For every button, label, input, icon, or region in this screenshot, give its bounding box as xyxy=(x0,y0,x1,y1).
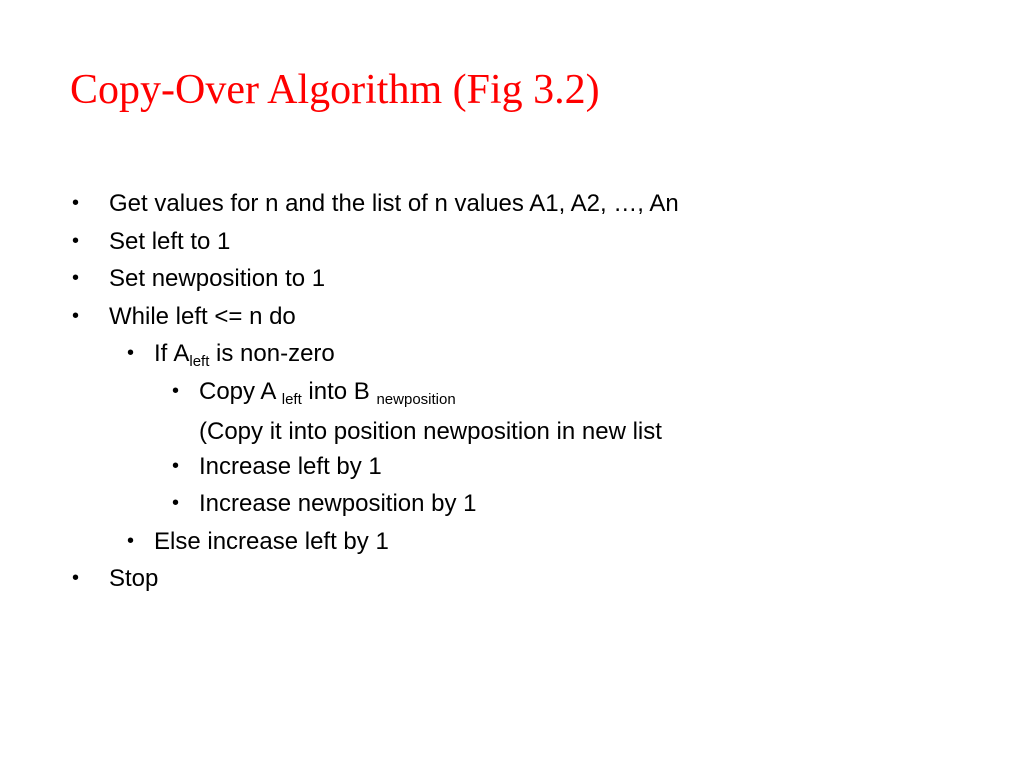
into-text: into B xyxy=(301,377,377,405)
bullet-icon: • xyxy=(72,567,80,589)
subscript: left xyxy=(189,353,210,370)
bullet-icon: • xyxy=(172,492,180,514)
bullet-icon: • xyxy=(127,342,135,364)
list-item-text: Increase left by 1 xyxy=(199,452,382,480)
bullet-icon: • xyxy=(72,229,80,252)
list-item-text xyxy=(154,335,335,376)
condition-text: is non-zero xyxy=(209,340,335,367)
list-item-text xyxy=(199,373,662,451)
bullet-icon: • xyxy=(72,304,80,327)
subscript: left xyxy=(281,390,302,408)
list-item-text: Set newposition to 1 xyxy=(109,265,326,292)
list-item-text: Else increase left by 1 xyxy=(154,527,389,555)
bullet-icon: • xyxy=(127,529,135,552)
list-item-text: While left <= n do xyxy=(109,302,296,330)
list-item-text: Set left to 1 xyxy=(109,227,231,255)
if-keyword: If xyxy=(154,340,168,367)
list-item-text: Get values for n and the list of n values A1, A2, …, An xyxy=(109,190,679,217)
bullet-icon: • xyxy=(172,379,180,402)
bullet-icon: • xyxy=(172,454,180,477)
bullet-icon: • xyxy=(72,192,80,214)
bullet-icon: • xyxy=(72,267,80,289)
slide-title: Copy-Over Algorithm (Fig 3.2) xyxy=(70,67,600,113)
var-base: A xyxy=(173,340,190,367)
copy-note: (Copy it into position newposition in new list xyxy=(199,418,662,445)
list-item-text: Increase newposition by 1 xyxy=(199,490,477,517)
copy-text: Copy A xyxy=(199,377,282,405)
list-item-text: Stop xyxy=(109,565,159,592)
subscript: newposition xyxy=(376,390,456,408)
